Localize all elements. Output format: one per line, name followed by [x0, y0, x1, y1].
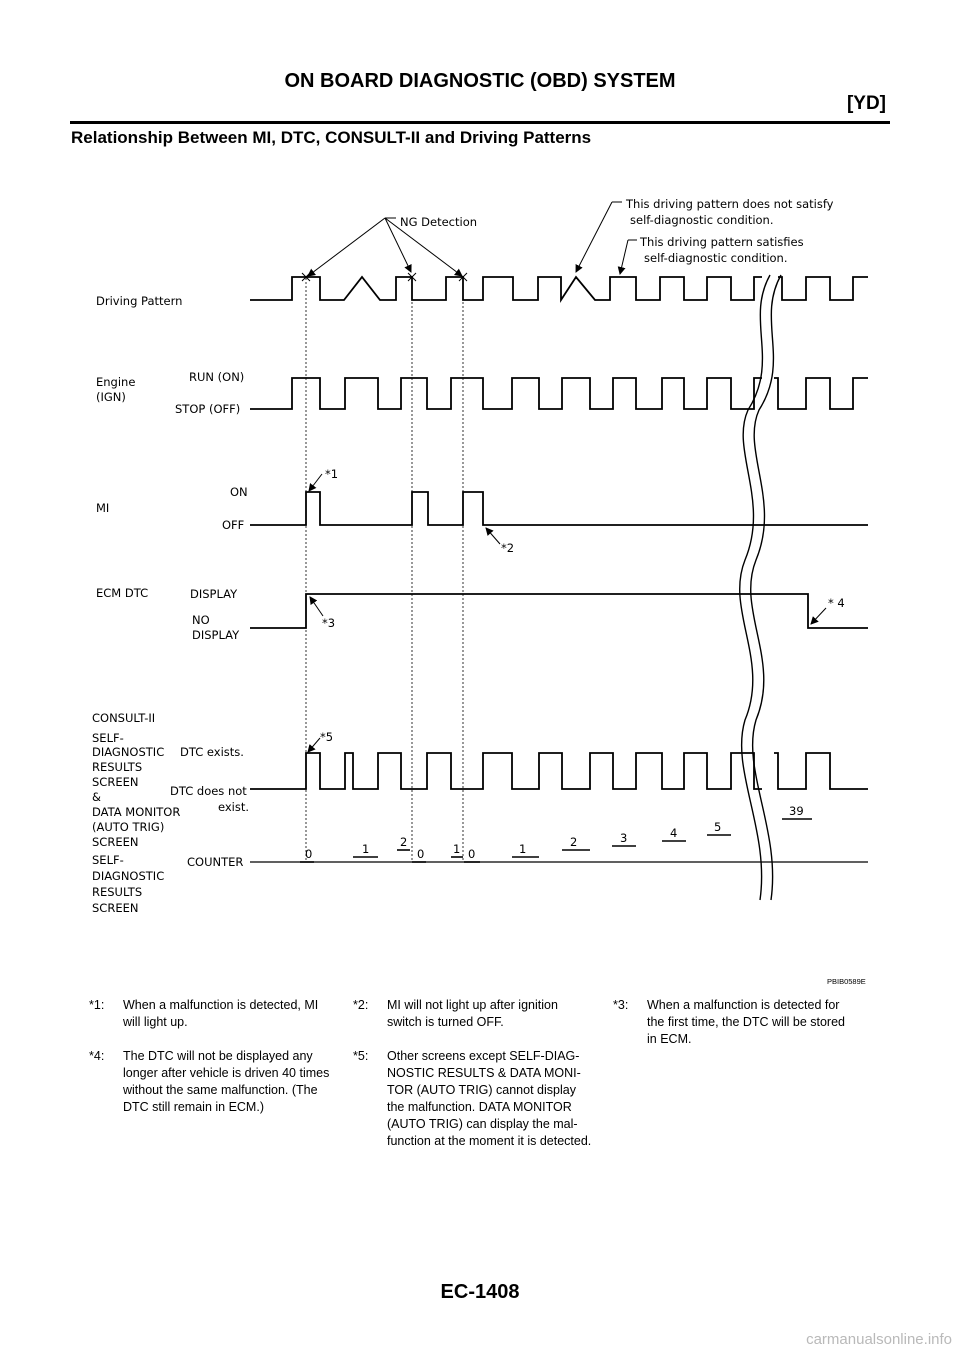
note-3 [613, 997, 883, 1048]
row-label-engine-2: (IGN) [96, 390, 126, 404]
header-rule [70, 121, 890, 124]
time-break-line-right [751, 275, 781, 900]
svg-text:0: 0 [417, 847, 425, 861]
ng-detection-label: NG Detection [400, 215, 478, 229]
self-diag-block-label [92, 853, 164, 915]
marker-2-arrow [486, 528, 500, 544]
note-3-text: When a malfunction is detected for the first time, the DTC will be stored in ECM. [647, 998, 845, 1046]
svg-text:CONSULT-II: CONSULT-II [92, 711, 156, 725]
note-2-id: *2: [353, 998, 369, 1012]
engine-stop-label: STOP (OFF) [175, 402, 241, 416]
row-label-driving-pattern: Driving Pattern [96, 294, 183, 308]
satisfies-line2: self-diagnostic condition. [644, 251, 788, 265]
engine-waveform [250, 378, 762, 409]
mi-off-label: OFF [222, 518, 245, 532]
consult-waveform [250, 753, 762, 789]
engine-waveform-after-break [774, 378, 868, 409]
note-2-text: MI will not light up after ignition switch is turned OFF. [387, 998, 558, 1029]
note-1 [89, 997, 344, 1031]
dtc-not-exist-label-2: exist. [218, 800, 250, 814]
consult-waveform-after-break [774, 753, 868, 789]
note-5-id: *5: [353, 1049, 369, 1063]
watermark: carmanualsonline.info [806, 1331, 952, 1348]
marker-1-arrow [309, 474, 322, 491]
svg-text:(AUTO TRIG): (AUTO TRIG) [92, 820, 165, 834]
timing-diagram [0, 180, 960, 980]
svg-text:DIAGNOSTIC: DIAGNOSTIC [92, 745, 165, 759]
note-5 [353, 1048, 613, 1150]
time-break-line-left [740, 275, 770, 900]
svg-text:1: 1 [362, 842, 370, 856]
svg-text:4: 4 [670, 826, 678, 840]
consult-block-label [92, 711, 180, 849]
marker-3-arrow [310, 597, 323, 616]
dtc-not-exist-label-1: DTC does not [170, 784, 247, 798]
counter-values [305, 804, 804, 861]
svg-text:SELF-: SELF- [92, 731, 124, 745]
marker-5-arrow [308, 738, 320, 752]
section-title: Relationship Between MI, DTC, CONSULT-II and Driving Patterns [71, 128, 592, 147]
mi-on-label: ON [230, 485, 248, 499]
ecm-display-label: DISPLAY [190, 587, 238, 601]
engine-run-label: RUN (ON) [189, 370, 245, 384]
note-1-text: When a malfunction is detected, MI will light up. [123, 998, 319, 1029]
ecm-dtc-waveform [250, 594, 868, 628]
callout-leaders [308, 202, 637, 276]
ng-guide-lines [306, 278, 463, 860]
driving-pattern-waveform-after-break [778, 277, 868, 300]
svg-text:0: 0 [468, 847, 476, 861]
note-3-id: *3: [613, 998, 629, 1012]
svg-text:1: 1 [453, 842, 461, 856]
marker-4: * 4 [828, 596, 845, 610]
svg-text:SELF-: SELF- [92, 853, 124, 867]
figure-code: PBIB0589E [827, 977, 866, 986]
note-2 [353, 997, 608, 1031]
svg-text:&: & [92, 790, 101, 804]
svg-text:2: 2 [400, 835, 408, 849]
note-4 [89, 1048, 349, 1116]
note-1-id: *1: [89, 998, 105, 1012]
ng-cross-markers [302, 273, 467, 281]
svg-text:SCREEN: SCREEN [92, 835, 139, 849]
svg-text:3: 3 [620, 831, 628, 845]
mi-waveform [250, 492, 868, 525]
svg-text:DIAGNOSTIC: DIAGNOSTIC [92, 869, 165, 883]
svg-text:SCREEN: SCREEN [92, 901, 139, 915]
engine-code: [YD] [846, 93, 886, 114]
svg-text:1: 1 [519, 842, 527, 856]
note-5-text: Other screens except SELF-DIAG- NOSTIC RESULTS & DATA MONI- TOR (AUTO TRIG) cannot display the malfunction. DATA MONITOR (AUTO TRIG) can display the mal- function at the moment it is detected. [387, 1049, 592, 1148]
svg-text:RESULTS: RESULTS [92, 760, 143, 774]
ecm-no-display-1: NO [192, 613, 210, 627]
svg-text:5: 5 [714, 820, 722, 834]
dtc-exists-label: DTC exists. [180, 745, 244, 759]
page-header-title: ON BOARD DIAGNOSTIC (OBD) SYSTEM [284, 70, 676, 92]
page-number: EC-1408 [440, 1281, 520, 1303]
svg-text:0: 0 [305, 847, 313, 861]
counter-label: COUNTER [187, 855, 244, 869]
row-label-engine-1: Engine [96, 375, 136, 389]
satisfies-line1: This driving pattern satisfies [640, 235, 804, 249]
note-4-id: *4: [89, 1049, 105, 1063]
svg-text:RESULTS: RESULTS [92, 885, 143, 899]
ecm-no-display-2: DISPLAY [192, 628, 240, 642]
not-satisfy-line1: This driving pattern does not satisfy [626, 197, 834, 211]
svg-text:SCREEN: SCREEN [92, 775, 139, 789]
row-label-ecm-dtc: ECM DTC [96, 586, 149, 600]
svg-text:2: 2 [570, 835, 578, 849]
marker-1: *1 [325, 467, 339, 481]
marker-4-arrow [811, 608, 826, 624]
svg-text:39: 39 [789, 804, 804, 818]
marker-3: *3 [322, 616, 336, 630]
driving-pattern-waveform [250, 277, 762, 300]
note-4-text: The DTC will not be displayed any longer after vehicle is driven 40 times without the same malfunction. (The DTC still remain in ECM.) [123, 1049, 330, 1114]
marker-2: *2 [501, 541, 515, 555]
marker-5: *5 [320, 730, 334, 744]
row-label-mi: MI [96, 501, 110, 515]
counter-steps [300, 819, 812, 862]
svg-text:DATA MONITOR: DATA MONITOR [92, 805, 181, 819]
not-satisfy-line2: self-diagnostic condition. [630, 213, 774, 227]
